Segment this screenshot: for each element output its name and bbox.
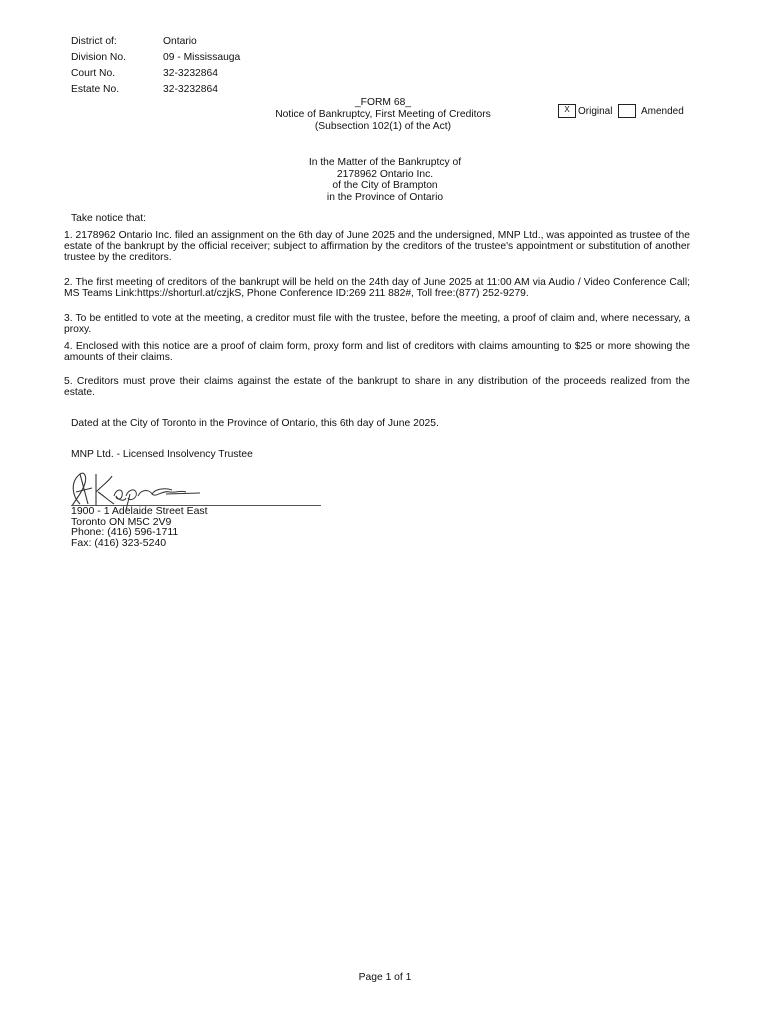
original-label: Original [578,106,613,117]
form-title-line2: (Subsection 102(1) of the Act) [314,121,452,132]
trustee-address [71,506,208,548]
matter-line3: of the City of Brampton [332,180,438,191]
trustee-name: MNP Ltd. - Licensed Insolvency Trustee [71,449,253,460]
form-number: _FORM 68_ [354,97,412,108]
dated-line: Dated at the City of Toronto in the Province of Ontario, this 6th day of June 2025. [71,418,439,429]
original-checkbox[interactable]: X [558,104,576,118]
matter-line2: 2178962 Ontario Inc. [336,168,434,180]
fax-line: Fax: (416) 323-5240 [71,536,167,549]
paragraph-3: 3. To be entitled to vote at the meeting, a creditor must file with the trustee, before the meeting, a proof of claim and, where necessary, a proxy. [64,313,690,335]
matter-line1: In the Matter of the Bankruptcy of [308,157,462,168]
court-value: 32-3232864 [163,68,218,79]
paragraph-4: 4. Enclosed with this notice are a proof of claim form, proxy form and list of creditors with claims amounting to $25 or more showing the amounts of their claims. [64,341,690,363]
paragraph-5: 5. Creditors must prove their claims against the estate of the bankrupt to share in any distribution of the proceeds realized from the estate. [64,376,690,398]
intro-text: Take notice that: [71,213,146,224]
form-title-line1: Notice of Bankruptcy, First Meeting of Creditors [275,109,491,120]
form-title [268,97,498,133]
page-number: Page 1 of 1 [358,972,412,983]
amended-checkbox[interactable] [618,104,636,118]
phone-line: Phone: (416) 596-1711 [71,526,179,539]
estate-value: 32-3232864 [163,84,218,95]
matter-block [280,157,490,203]
district-label: District of: [71,36,117,47]
amended-label: Amended [641,106,684,117]
signature-image [66,466,206,510]
address-line2: Toronto ON M5C 2V9 [71,515,172,528]
division-value: 09 - Mississauga [163,52,241,63]
paragraph-2: 2. The first meeting of creditors of the bankrupt will be held on the 24th day of June 2025 at 11:00 AM via Audio / Video Conference Call; MS Teams Link:https://shorturl.at/czjkS, Phone Conference ID:269 211 882#, Toll free:(877) 252-9279. [64,277,690,299]
court-label: Court No. [71,68,116,79]
matter-line4: in the Province of Ontario [326,191,444,203]
paragraph-1: 1. 2178962 Ontario Inc. filed an assignment on the 6th day of June 2025 and the undersigned, MNP Ltd., was appointed as trustee of the estate of the bankrupt by the official receiver; subject to affirmation by the creditors of the trustee's appointment or substitution of another trustee by the creditors. [64,230,690,263]
estate-label: Estate No. [71,84,120,95]
district-value: Ontario [163,36,197,47]
address-line1: 1900 - 1 Adelaide Street East [71,505,208,517]
division-label: Division No. [71,52,126,63]
